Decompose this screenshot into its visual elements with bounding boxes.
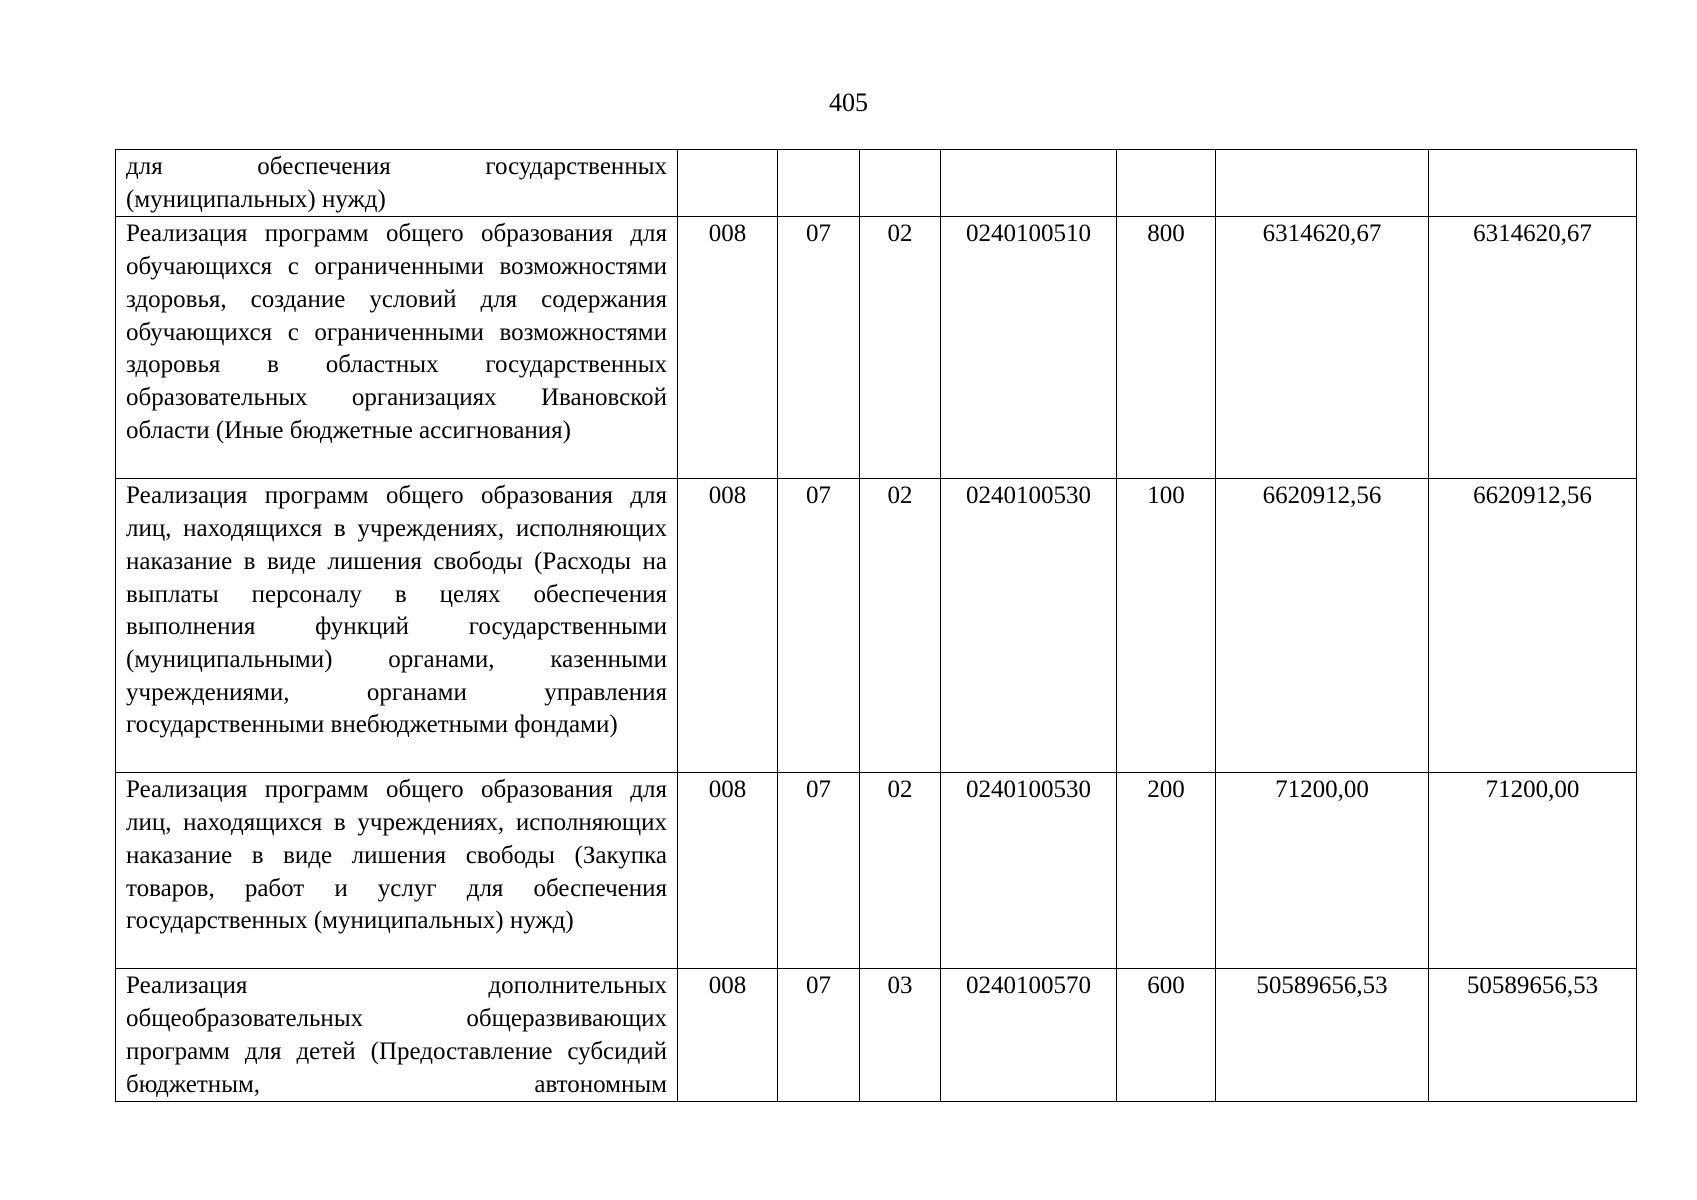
section-code: 07 <box>778 969 860 1102</box>
row-description: Реализация дополнительных общеобразовательных общеразвивающих программ для детей (Предоставление субсидий бюджетным, автономным <box>116 969 678 1102</box>
ministry-code: 008 <box>678 969 778 1102</box>
subsection-code: 03 <box>860 969 941 1102</box>
expense-type-code: 200 <box>1117 773 1216 969</box>
ministry-code <box>678 150 778 217</box>
amount-first: 6314620,67 <box>1216 217 1429 479</box>
row-description: Реализация программ общего образования для обучающихся с ограниченными возможностями здоровья, создание условий для содержания обучающихся с ограниченными возможностями здоровья в областных государственных образовательных организациях Ивановской области (Иные бюджетные ассигнования) <box>116 217 678 479</box>
amount-second: 71200,00 <box>1429 773 1637 969</box>
ministry-code: 008 <box>678 479 778 773</box>
target-article-code: 0240100510 <box>941 217 1117 479</box>
table-row <box>116 773 1637 969</box>
subsection-code: 02 <box>860 773 941 969</box>
expense-type-code <box>1117 150 1216 217</box>
amount-first: 6620912,56 <box>1216 479 1429 773</box>
page-number: 405 <box>829 88 868 117</box>
target-article-code: 0240100570 <box>941 969 1117 1102</box>
amount-first: 71200,00 <box>1216 773 1429 969</box>
section-code: 07 <box>778 773 860 969</box>
ministry-code: 008 <box>678 217 778 479</box>
amount-first: 50589656,53 <box>1216 969 1429 1102</box>
target-article-code <box>941 150 1117 217</box>
target-article-code: 0240100530 <box>941 773 1117 969</box>
amount-second: 6314620,67 <box>1429 217 1637 479</box>
table-row <box>116 479 1637 773</box>
subsection-code: 02 <box>860 217 941 479</box>
subsection-code: 02 <box>860 479 941 773</box>
expense-type-code: 600 <box>1117 969 1216 1102</box>
section-code: 07 <box>778 217 860 479</box>
amount-first <box>1216 150 1429 217</box>
expense-type-code: 800 <box>1117 217 1216 479</box>
budget-table <box>115 149 1637 1102</box>
section-code <box>778 150 860 217</box>
amount-second: 6620912,56 <box>1429 479 1637 773</box>
amount-second <box>1429 150 1637 217</box>
row-description: Реализация программ общего образования для лиц, находящихся в учреждениях, исполняющих наказание в виде лишения свободы (Расходы на выплаты персоналу в целях обеспечения выполнения функций государственными (муниципальными) органами, казенными учреждениями, органами управления государственными внебюджетными фондами) <box>116 479 678 773</box>
amount-second: 50589656,53 <box>1429 969 1637 1102</box>
row-description: для обеспечения государственных (муниципальных) нужд) <box>116 150 678 217</box>
section-code: 07 <box>778 479 860 773</box>
table-row <box>116 150 1637 217</box>
ministry-code: 008 <box>678 773 778 969</box>
table-row <box>116 969 1637 1102</box>
expense-type-code: 100 <box>1117 479 1216 773</box>
row-description: Реализация программ общего образования для лиц, находящихся в учреждениях, исполняющих наказание в виде лишения свободы (Закупка товаров, работ и услуг для обеспечения государственных (муниципальных) нужд) <box>116 773 678 969</box>
table-row <box>116 217 1637 479</box>
subsection-code <box>860 150 941 217</box>
target-article-code: 0240100530 <box>941 479 1117 773</box>
